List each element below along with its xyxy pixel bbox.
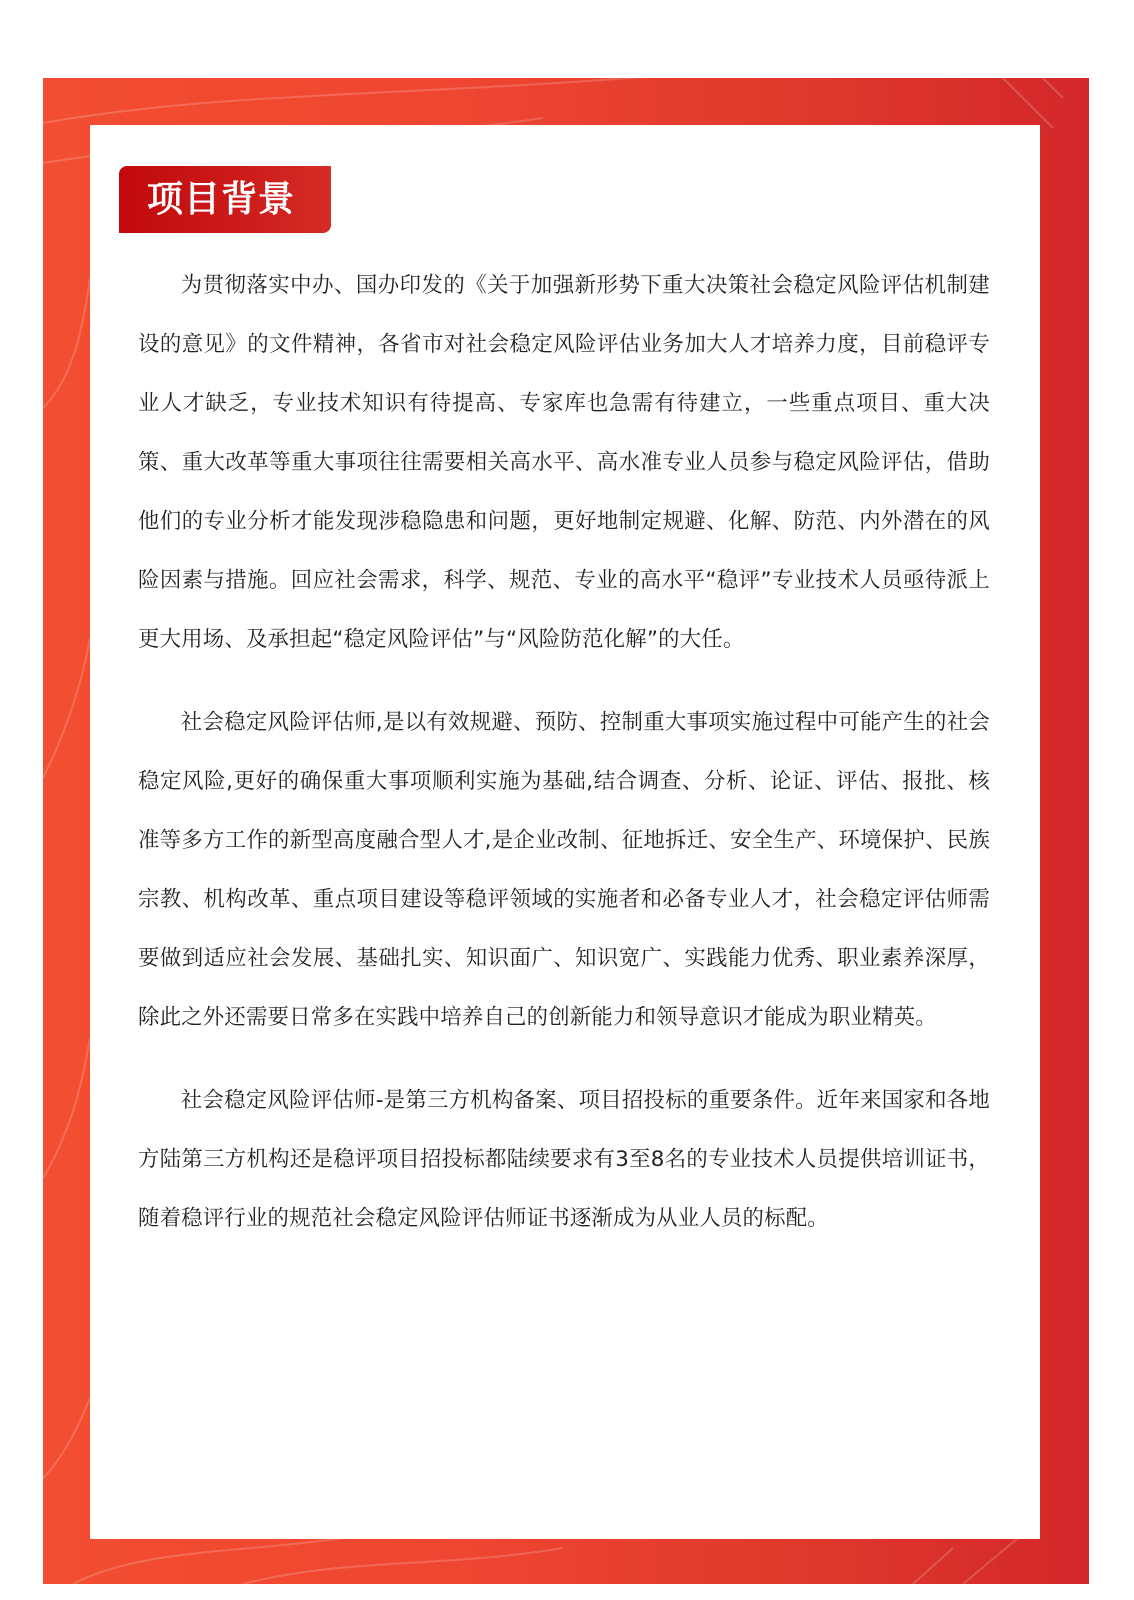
body-text xyxy=(138,256,990,1248)
paragraph-background: 为贯彻落实中办、国办印发的《关于加强新形势下重大决策社会稳定风险评估机制建设的意见》的文件精神，各省市对社会稳定风险评估业务加大人才培养力度，目前稳评专业人才缺乏，专业技术知识有待提高、专家库也急需有待建立，一些重点项目、重大决策、重大改革等重大事项往往需要相关高水平、高水准专业人员参与稳定风险评估，借助他们的专业分析才能发现涉稳隐患和问题，更好地制定规避、化解、防范、内外潜在的风险因素与措施。回应社会需求，科学、规范、专业的高水平“稳评”专业技术人员亟待派上更大用场、及承担起“稳定风险评估”与“风险防范化解”的大任。 xyxy=(138,273,990,652)
paragraph-assessor-role: 社会稳定风险评估师,是以有效规避、预防、控制重大事项实施过程中可能产生的社会稳定风险,更好的确保重大事项顺利实施为基础,结合调查、分析、论证、评估、报批、核准等多方工作的新型高度融合型人才,是企业改制、征地拆迁、安全生产、环境保护、民族宗教、机构改革、重点项目建设等稳评领域的实施者和必备专业人才，社会稳定评估师需要做到适应社会发展、基础扎实、知识面广、知识宽广、实践能力优秀、职业素养深厚，除此之外还需要日常多在实践中培养自己的创新能力和领导意识才能成为职业精英。 xyxy=(138,710,990,1030)
paragraph-certification: 社会稳定风险评估师-是第三方机构备案、项目招投标的重要条件。近年来国家和各地方陆第三方机构还是稳评项目招投标都陆续要求有3至8名的专业技术人员提供培训证书， 随着稳评行业的规范社会稳定风险评估师证书逐渐成为从业人员的标配。 xyxy=(138,1088,990,1231)
section-title-badge: 项目背景 xyxy=(119,166,331,233)
